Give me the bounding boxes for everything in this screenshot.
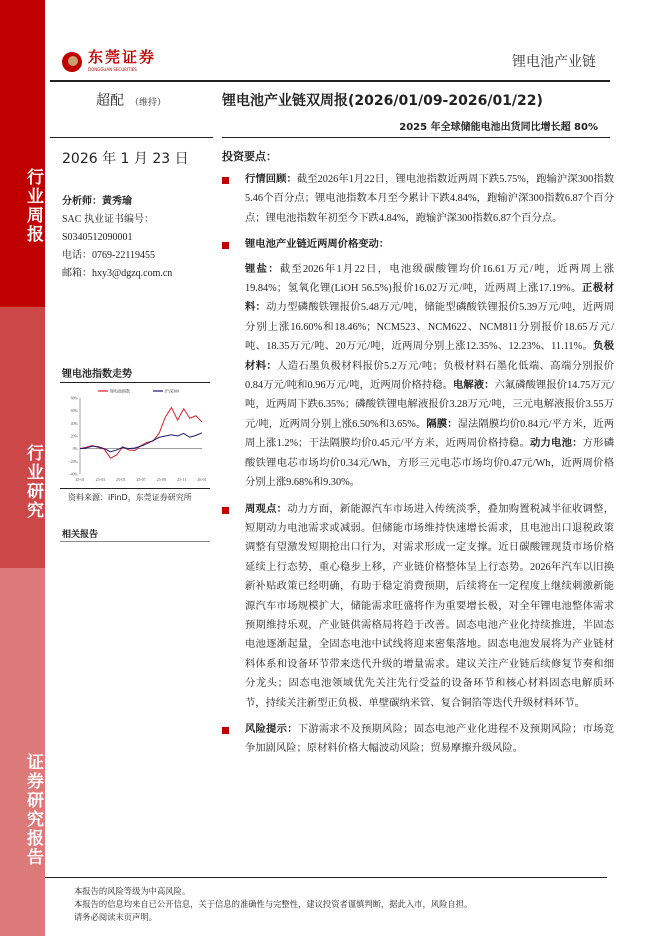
x-tick-label: 26-01 (197, 477, 207, 482)
price-details (222, 260, 614, 493)
logo-text: 东莞证券 (88, 50, 157, 66)
label: 隔膜： (426, 417, 458, 430)
label: 周观点： (245, 502, 288, 515)
y-tick-label: 20% (70, 433, 78, 439)
industry-name: 锂电池产业链 (512, 54, 596, 70)
footer-divider (45, 877, 607, 878)
analyst-phone: 电话：0769-22119455 (62, 250, 155, 261)
rating-note: （维持） (130, 98, 167, 108)
sidebar-label-weekly: 行业周报 (0, 0, 45, 307)
logo-icon (62, 52, 82, 72)
footer-line: 本报告的风险等级为中高风险。 (74, 886, 191, 896)
sidebar-label-report: 证券研究报告 (0, 568, 45, 936)
label: 锂电池产业链近两周价格变动： (245, 238, 390, 251)
right-divider (222, 137, 610, 138)
x-tick-label: 25-09 (156, 477, 167, 482)
x-tick-label: 25-01 (75, 477, 85, 482)
y-tick-label: 40% (70, 420, 78, 426)
footer-disclaimer (74, 885, 472, 924)
report-subtitle: 2025 年全球储能电池出货同比增长超 80% (399, 122, 598, 133)
text: 方形磷酸铁锂电芯市场均价0.34元/Wh，方形三元电芯市场均价0.47元/Wh，近两周价格分别上涨9.68%和9.30%。 (245, 438, 615, 489)
y-tick-label: 0% (72, 446, 78, 452)
company-logo (62, 50, 156, 73)
analyst-info (62, 193, 172, 283)
left-divider (50, 137, 213, 138)
weekly-view (222, 500, 614, 713)
report-title: 锂电池产业链双周报(2026/01/09-2026/01/22) (222, 93, 543, 109)
analyst-email[interactable]: 邮箱：hxy3@dgzq.com.cn (62, 268, 173, 279)
y-tick-label: 60% (70, 408, 78, 414)
text: 下游需求不及预期风险；固态电池产业化进程不及预期风险；市场竞争加剧风险；原材料价格大幅波动风险；贸易摩擦升级风险。 (245, 723, 615, 755)
legend-label: 锂电池指数 (110, 388, 130, 394)
y-tick-label: -20% (69, 458, 78, 464)
series-line-0 (80, 408, 202, 459)
x-tick-label: 25-07 (136, 477, 146, 482)
x-tick-label: 25-05 (115, 477, 126, 482)
label: 正极材料： (245, 282, 614, 314)
text: 湿法隔膜均价0.84元/平方米，近两周上涨1.2%；干法隔膜均价0.45元/平方米，近两周价格持稳。 (245, 418, 614, 450)
rating (96, 90, 166, 110)
x-tick-label: 25-11 (177, 477, 187, 482)
label: 行情回顾： (245, 173, 297, 185)
y-tick-label: 80% (70, 395, 78, 401)
risk-warning (222, 720, 614, 759)
related-reports-heading: 相关报告 (62, 530, 99, 540)
market-review (222, 170, 614, 228)
sac-number: S0340512090001 (62, 232, 133, 243)
bullet-icon (222, 507, 229, 514)
rating-label: 超配 (96, 93, 124, 109)
chart-top-rule (60, 382, 210, 383)
text: 动力方面，新能源汽车市场进入传统淡季，叠加购置税减半征收调整，短期动力电池需求或减弱。但储能市场维持快速增长需求，且电池出口退税政策调整有望激发短期抢出口行为，对需求形成一定支撑。近日碳酸锂现货市场价格延续上行态势，重心稳步上移，产业链价格整体呈上行态势。2026年汽车以旧换新补贴政策已经明确，有助于稳定消费预期，后续将在一定程度上继续刺激新能源汽车市场规模扩大，储能需求旺盛将作为重要增长极，对全年锂电池整体需求预期维持乐观，产业链供需格局将趋于改善。固态电池产业化持续推进，半固态电池逐渐起量，全固态电池中试线将迎来密集落地。固态电池发展将为产业链材料体系和设备环节带来迭代升级的增量需求。建议关注产业链后续修复节奏和细分龙头；固态电池领域优先关注先行受益的设备环节和核心材料固态电解质环节，持续关注新型正负极、单壁碳纳米管、复合铜箔等迭代升级材料环节。 (245, 503, 615, 709)
header-divider (50, 80, 610, 82)
text: 动力型磷酸铁锂报价5.48万元/吨，储能型磷酸铁锂报价5.39万元/吨，近两周分别上涨16.60%和18.46%；NCM523、NCM622、NCM811分别报价18.65万元/吨、18.35万元/吨、20万元/吨，近两周分别上涨12.35%、12.23%、11.11%。 (245, 302, 615, 353)
y-tick-label: -40% (69, 471, 78, 477)
main-column (222, 170, 614, 766)
text: 六氟磷酸锂报价14.75万元/吨，近两周下跌6.35%；磷酸铁锂电解液报价3.28万元/吨，三元电解液报价3.55万元/吨，近两周分别上涨6.50%和3.65%。 (245, 380, 615, 430)
bullet-icon (222, 242, 229, 249)
footer-line: 本报告的信息均来自已公开信息，关于信息的准确性与完整性，建议投资者谨慎判断，据此入市，风险自担。 (74, 899, 473, 909)
bullet-icon (222, 727, 229, 734)
x-tick-label: 25-03 (95, 477, 106, 482)
price-change-heading (222, 235, 614, 254)
chart-source: 资料来源：iFinD，东莞证券研究所 (68, 493, 192, 502)
label: 风险提示： (245, 722, 298, 735)
label: 负极材料： (245, 340, 614, 372)
text: 人造石墨负极材料报价5.2万元/吨；负极材料石墨化低端、高端分别报价0.84万元/吨和0.96万元/吨，近两周价格持稳。 (245, 360, 615, 392)
chart-bottom-rule (60, 488, 210, 489)
report-date: 2026 年 1 月 23 日 (62, 151, 189, 167)
label: 电解液： (453, 379, 495, 392)
index-chart (58, 386, 208, 486)
chart-title: 锂电池指数走势 (62, 369, 132, 380)
bullet-icon (222, 177, 229, 184)
series-line-1 (80, 433, 202, 452)
label: 动力电池： (530, 437, 583, 450)
label: 锂盐： (245, 262, 280, 275)
text: 截至2026年1月22日，锂电池指数近两周下跌5.75%，跑输沪深300指数5.46个百分点；锂电池指数本月至今累计下跌4.84%，跑输沪深300指数6.87个百分点；锂电池指数年初至今下跌4.84%，跑输沪深300指数6.87个百分点。 (245, 174, 614, 224)
sidebar-label-research: 行业研究 (0, 307, 45, 568)
legend-label: 沪深300 (165, 388, 179, 394)
related-divider (60, 541, 210, 542)
sac-label: SAC 执业证书编号： (62, 214, 154, 225)
text: 截至2026年1月22日，电池级碳酸锂均价16.61万元/吨，近两周上涨19.84%；氢氧化锂(LiOH 56.5%)报价16.02万元/吨，近两周上涨17.19%。 (245, 263, 614, 295)
footer-line: 请务必阅读末页声明。 (74, 912, 157, 922)
analyst-name: 分析师：黄秀瑜 (62, 196, 132, 207)
investment-highlights-heading: 投资要点： (222, 150, 277, 163)
logo-subtext: DONGGUAN SECURITIES (88, 67, 137, 72)
